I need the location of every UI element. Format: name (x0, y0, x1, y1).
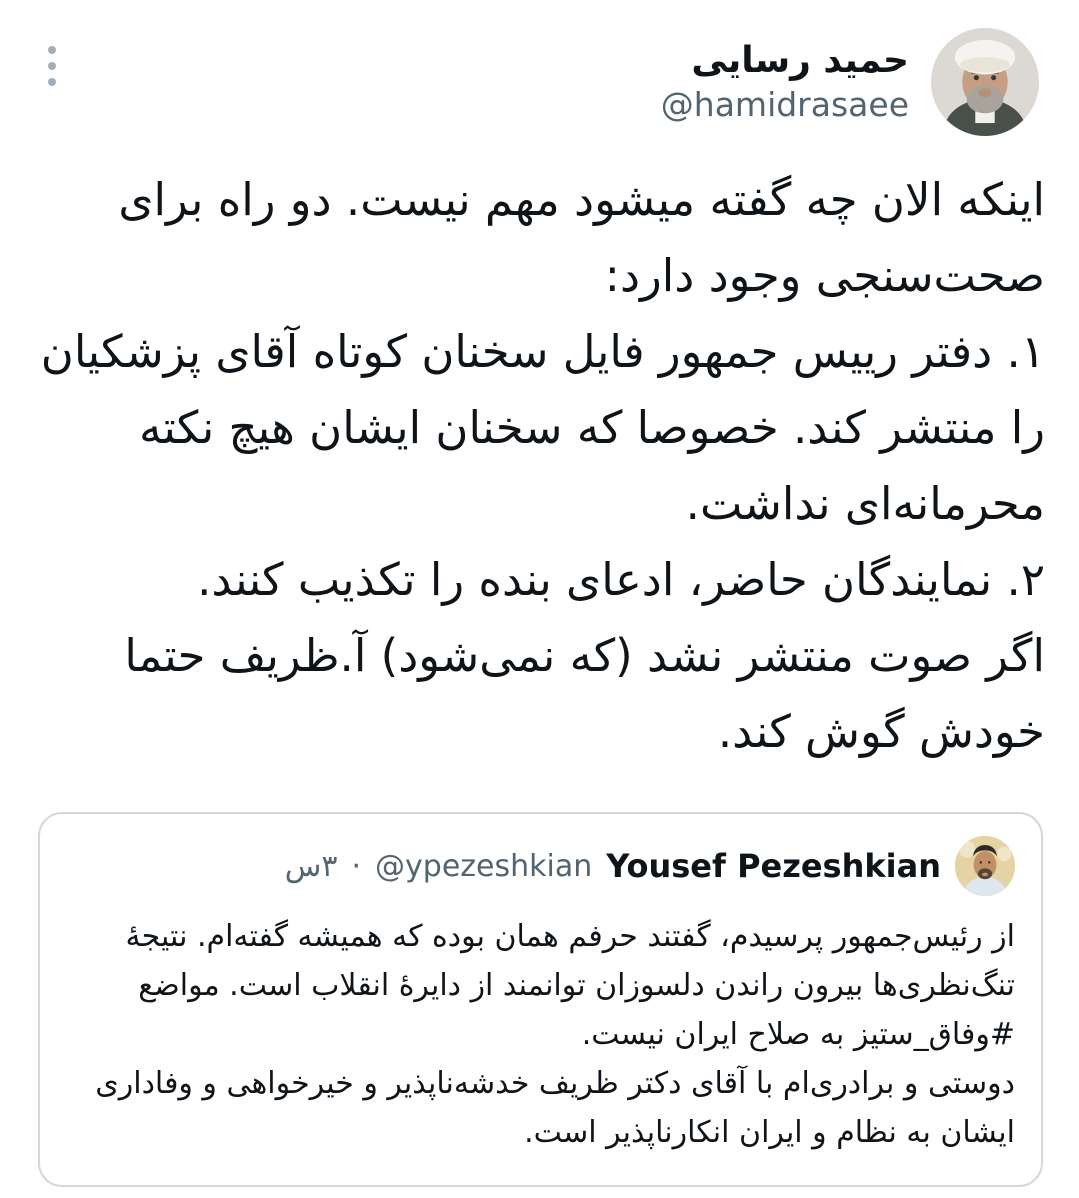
hashtag-link[interactable]: #وفاق_ستیز (853, 1017, 1015, 1052)
kebab-dot (48, 46, 56, 54)
quoted-author-handle[interactable]: @ypezeshkian (375, 848, 593, 884)
tweet-header (0, 0, 1079, 136)
quoted-body-text: به صلاح ایران نیست. (581, 1017, 854, 1052)
dot-separator: · (351, 848, 362, 884)
author-avatar[interactable] (931, 28, 1039, 136)
tweet-body-line: اینکه الان چه گفته میشود مهم نیست. دو راه برای صحت‌سنجی وجود دارد: (118, 173, 1045, 302)
author-name[interactable]: حمید رسایی (691, 40, 909, 81)
tweet-body-line: ۲. نمایندگان حاضر، ادعای بنده را تکذیب کنند. (197, 553, 1045, 606)
quoted-body-text: از رئیس‌جمهور پرسیدم، گفتند حرفم همان بوده که همیشه گفته‌ام. نتیجهٔ تنگ‌نظری‌ها بیرون راندن دلسوزان توانمند از دایرهٔ انقلاب است. مواضع (125, 919, 1015, 1003)
cleric-portrait-icon (931, 28, 1039, 136)
kebab-dot (48, 62, 56, 70)
quoted-tweet-body (66, 912, 1015, 1157)
quoted-tweet-header (66, 836, 1015, 896)
man-portrait-icon (955, 836, 1015, 896)
more-menu-icon[interactable] (48, 46, 56, 86)
quoted-author-avatar[interactable] (955, 836, 1015, 896)
quoted-body-paragraph: دوستی و برادری‌ام با آقای دکتر ظریف خدشه‌ناپذیر و خیرخواهی و وفاداری ایشان به نظام و ایران انکارناپذیر است. (95, 1066, 1015, 1150)
tweet-body-line: اگر صوت منتشر نشد (که نمی‌شود) آ.ظریف حتما خودش گوش کند. (124, 629, 1045, 758)
quoted-body-paragraph (66, 912, 1015, 1059)
kebab-dot (48, 78, 56, 86)
author-row (40, 28, 1039, 136)
tweet-body (0, 162, 1079, 770)
tweet-body-line: ۱. دفتر رییس جمهور فایل سخنان کوتاه آقای پزشکیان را منتشر کند. خصوصا که سخنان ایشان هیچ نکته محرمانه‌ای نداشت. (40, 325, 1045, 530)
quoted-tweet-card[interactable] (38, 812, 1043, 1187)
author-handle[interactable]: @hamidrasaee (660, 85, 909, 124)
quoted-tweet-timestamp[interactable]: ۳س (284, 848, 338, 884)
quoted-author-name[interactable]: Yousef Pezeshkian (606, 847, 941, 885)
author-names (661, 38, 909, 126)
